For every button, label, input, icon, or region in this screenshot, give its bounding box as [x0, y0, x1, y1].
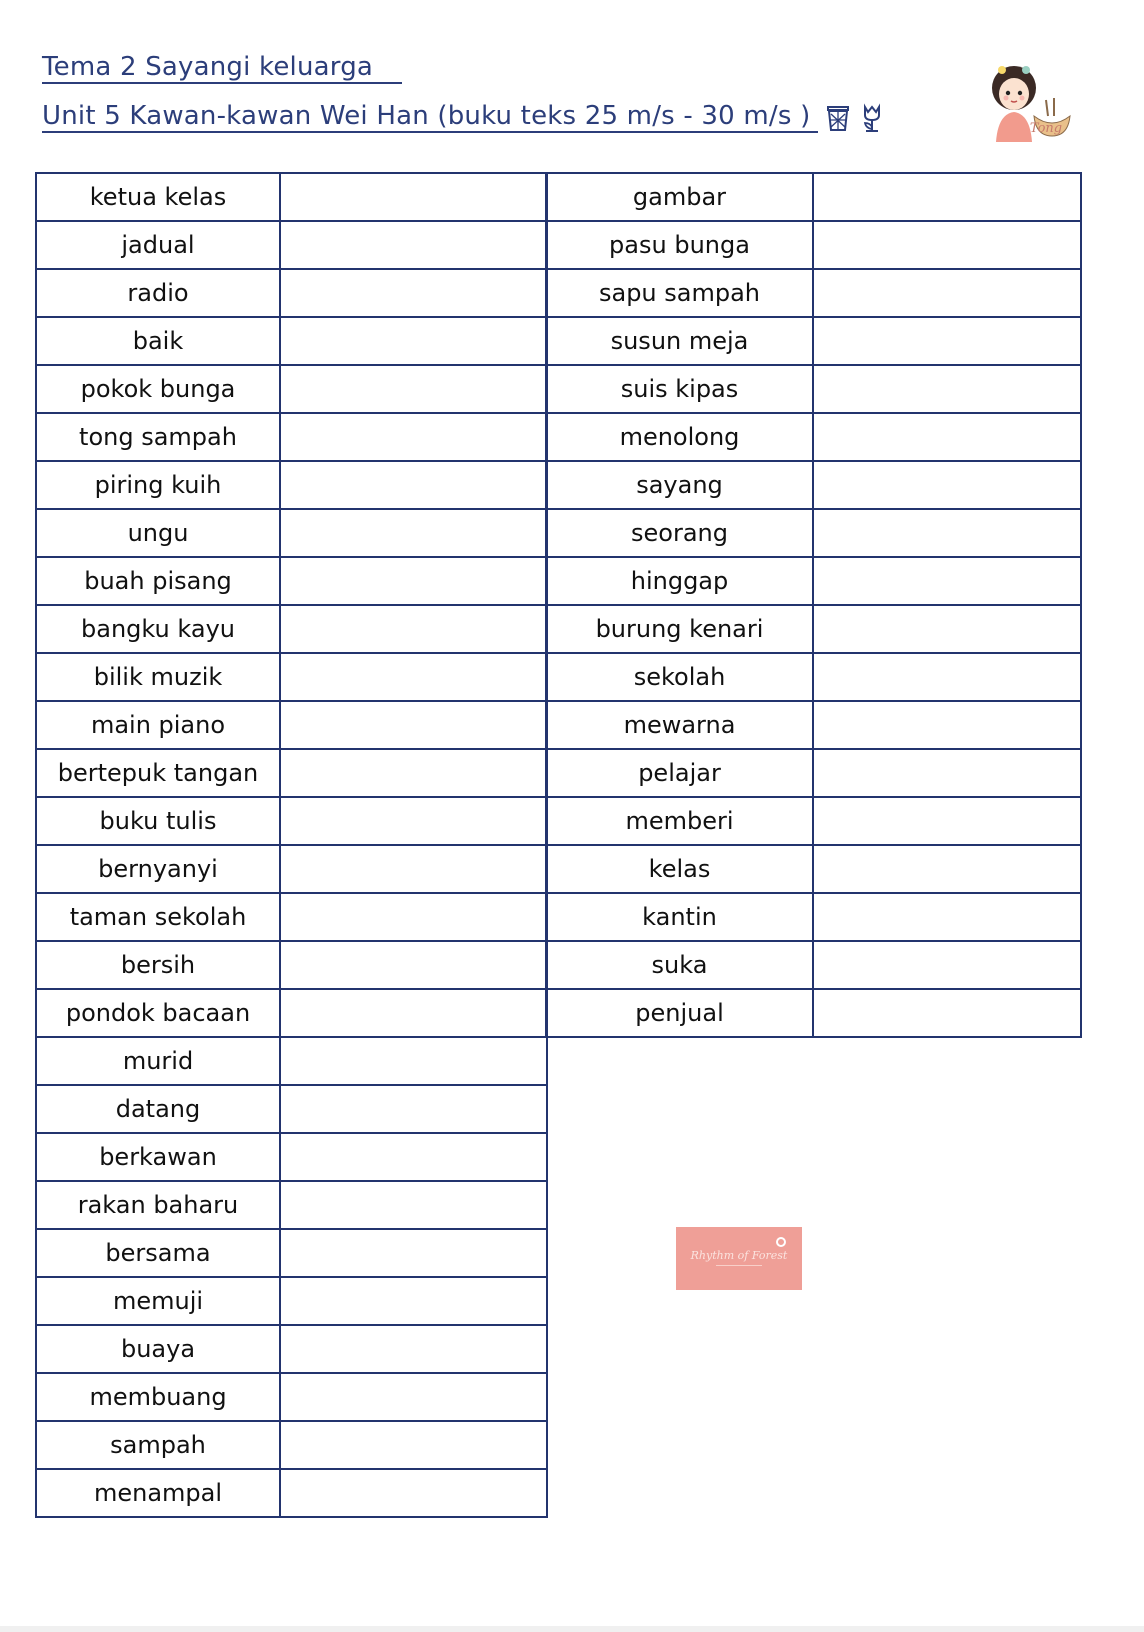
word-cell: gambar	[546, 173, 813, 221]
table-row	[36, 1421, 547, 1469]
table-row	[36, 1133, 547, 1181]
word-cell: menampal	[36, 1469, 280, 1517]
answer-cell	[280, 317, 547, 365]
word-cell: pondok bacaan	[36, 989, 280, 1037]
answer-cell	[813, 221, 1081, 269]
table-row	[36, 1037, 547, 1085]
answer-cell	[280, 989, 547, 1037]
answer-cell	[280, 605, 547, 653]
answer-cell	[280, 1037, 547, 1085]
answer-cell	[813, 461, 1081, 509]
answer-cell	[280, 1421, 547, 1469]
answer-cell	[280, 557, 547, 605]
word-cell: piring kuih	[36, 461, 280, 509]
table-row	[546, 509, 1081, 557]
answer-cell	[813, 317, 1081, 365]
vocabulary-table-right	[545, 172, 1082, 1038]
answer-cell	[280, 845, 547, 893]
table-row	[546, 893, 1081, 941]
table-row	[36, 941, 547, 989]
table-row	[546, 941, 1081, 989]
answer-cell	[280, 365, 547, 413]
table-row	[546, 989, 1081, 1037]
table-row	[36, 605, 547, 653]
table-row	[36, 461, 547, 509]
word-cell: buku tulis	[36, 797, 280, 845]
answer-cell	[280, 1373, 547, 1421]
word-cell: bernyanyi	[36, 845, 280, 893]
answer-cell	[280, 797, 547, 845]
word-cell: jadual	[36, 221, 280, 269]
word-cell: bangku kayu	[36, 605, 280, 653]
word-cell: kelas	[546, 845, 813, 893]
word-cell: membuang	[36, 1373, 280, 1421]
word-cell: rakan baharu	[36, 1181, 280, 1229]
tulip-icon	[858, 103, 886, 133]
answer-cell	[813, 365, 1081, 413]
answer-cell	[280, 1181, 547, 1229]
word-cell: baik	[36, 317, 280, 365]
word-cell: tong sampah	[36, 413, 280, 461]
vocabulary-table-left	[35, 172, 548, 1518]
table-row	[36, 1469, 547, 1517]
watermark-divider	[716, 1265, 762, 1266]
answer-cell	[813, 941, 1081, 989]
table-row	[36, 989, 547, 1037]
answer-cell	[813, 605, 1081, 653]
page-edge	[0, 1626, 1144, 1632]
table-row	[546, 749, 1081, 797]
word-cell: burung kenari	[546, 605, 813, 653]
table-row	[546, 221, 1081, 269]
table-row	[546, 653, 1081, 701]
answer-cell	[813, 749, 1081, 797]
answer-cell	[813, 557, 1081, 605]
title-line-2-text: Unit 5 Kawan-kawan Wei Han (buku teks 25 m/s - 30 m/s )	[42, 101, 818, 133]
word-cell: buah pisang	[36, 557, 280, 605]
answer-cell	[813, 653, 1081, 701]
title-line-1	[42, 52, 402, 84]
answer-cell	[813, 701, 1081, 749]
answer-cell	[280, 653, 547, 701]
answer-cell	[813, 893, 1081, 941]
table-row	[546, 557, 1081, 605]
word-cell: kantin	[546, 893, 813, 941]
table-row	[546, 845, 1081, 893]
answer-cell	[280, 1133, 547, 1181]
answer-cell	[280, 173, 547, 221]
answer-cell	[813, 413, 1081, 461]
table-row	[36, 557, 547, 605]
table-row	[546, 317, 1081, 365]
answer-cell	[280, 893, 547, 941]
answer-cell	[813, 173, 1081, 221]
answer-cell	[813, 269, 1081, 317]
cartoon-girl-logo	[980, 60, 1076, 144]
answer-cell	[280, 1325, 547, 1373]
word-cell: radio	[36, 269, 280, 317]
table-row	[36, 797, 547, 845]
word-cell: seorang	[546, 509, 813, 557]
answer-cell	[280, 1469, 547, 1517]
answer-cell	[280, 1229, 547, 1277]
word-cell: murid	[36, 1037, 280, 1085]
word-cell: bilik muzik	[36, 653, 280, 701]
word-cell: main piano	[36, 701, 280, 749]
logo-text: Tong	[1029, 121, 1063, 136]
table-row	[36, 653, 547, 701]
answer-cell	[280, 461, 547, 509]
answer-cell	[280, 221, 547, 269]
answer-cell	[280, 509, 547, 557]
table-row	[546, 413, 1081, 461]
table-row	[36, 269, 547, 317]
title-line-1-text: Tema 2 Sayangi keluarga	[42, 52, 402, 84]
table-row	[36, 173, 547, 221]
table-row	[36, 1181, 547, 1229]
word-cell: ungu	[36, 509, 280, 557]
table-row	[546, 365, 1081, 413]
word-cell: buaya	[36, 1325, 280, 1373]
word-cell: ketua kelas	[36, 173, 280, 221]
word-cell: memuji	[36, 1277, 280, 1325]
word-cell: sapu sampah	[546, 269, 813, 317]
table-row	[36, 845, 547, 893]
answer-cell	[280, 941, 547, 989]
word-cell: susun meja	[546, 317, 813, 365]
table-row	[36, 1085, 547, 1133]
answer-cell	[813, 509, 1081, 557]
table-row	[36, 1325, 547, 1373]
table-row	[36, 365, 547, 413]
table-row	[36, 1229, 547, 1277]
table-row	[546, 797, 1081, 845]
table-row	[36, 509, 547, 557]
table-row	[36, 221, 547, 269]
table-row	[36, 317, 547, 365]
answer-cell	[813, 797, 1081, 845]
watermark-logo	[676, 1227, 802, 1290]
answer-cell	[280, 1277, 547, 1325]
table-row	[36, 749, 547, 797]
table-row	[36, 1373, 547, 1421]
word-cell: datang	[36, 1085, 280, 1133]
word-cell: suis kipas	[546, 365, 813, 413]
answer-cell	[813, 989, 1081, 1037]
title-line-2	[42, 101, 886, 133]
watermark-ring	[776, 1237, 786, 1247]
word-cell: sampah	[36, 1421, 280, 1469]
table-row	[546, 461, 1081, 509]
table-row	[36, 1277, 547, 1325]
word-cell: taman sekolah	[36, 893, 280, 941]
word-cell: menolong	[546, 413, 813, 461]
word-cell: sekolah	[546, 653, 813, 701]
trash-bin-icon	[824, 103, 852, 133]
table-row	[36, 893, 547, 941]
word-cell: mewarna	[546, 701, 813, 749]
answer-cell	[280, 269, 547, 317]
table-row	[546, 173, 1081, 221]
answer-cell	[280, 701, 547, 749]
answer-cell	[280, 1085, 547, 1133]
table-row	[36, 413, 547, 461]
word-cell: sayang	[546, 461, 813, 509]
answer-cell	[813, 845, 1081, 893]
answer-cell	[280, 413, 547, 461]
word-cell: pasu bunga	[546, 221, 813, 269]
word-cell: memberi	[546, 797, 813, 845]
table-row	[546, 269, 1081, 317]
word-cell: pokok bunga	[36, 365, 280, 413]
word-cell: penjual	[546, 989, 813, 1037]
word-cell: berkawan	[36, 1133, 280, 1181]
word-cell: bersih	[36, 941, 280, 989]
word-cell: hinggap	[546, 557, 813, 605]
table-row	[546, 701, 1081, 749]
word-cell: pelajar	[546, 749, 813, 797]
table-row	[546, 605, 1081, 653]
watermark-text: Rhythm of Forest	[690, 1249, 788, 1262]
word-cell: suka	[546, 941, 813, 989]
word-cell: bersama	[36, 1229, 280, 1277]
answer-cell	[280, 749, 547, 797]
word-cell: bertepuk tangan	[36, 749, 280, 797]
table-row	[36, 701, 547, 749]
